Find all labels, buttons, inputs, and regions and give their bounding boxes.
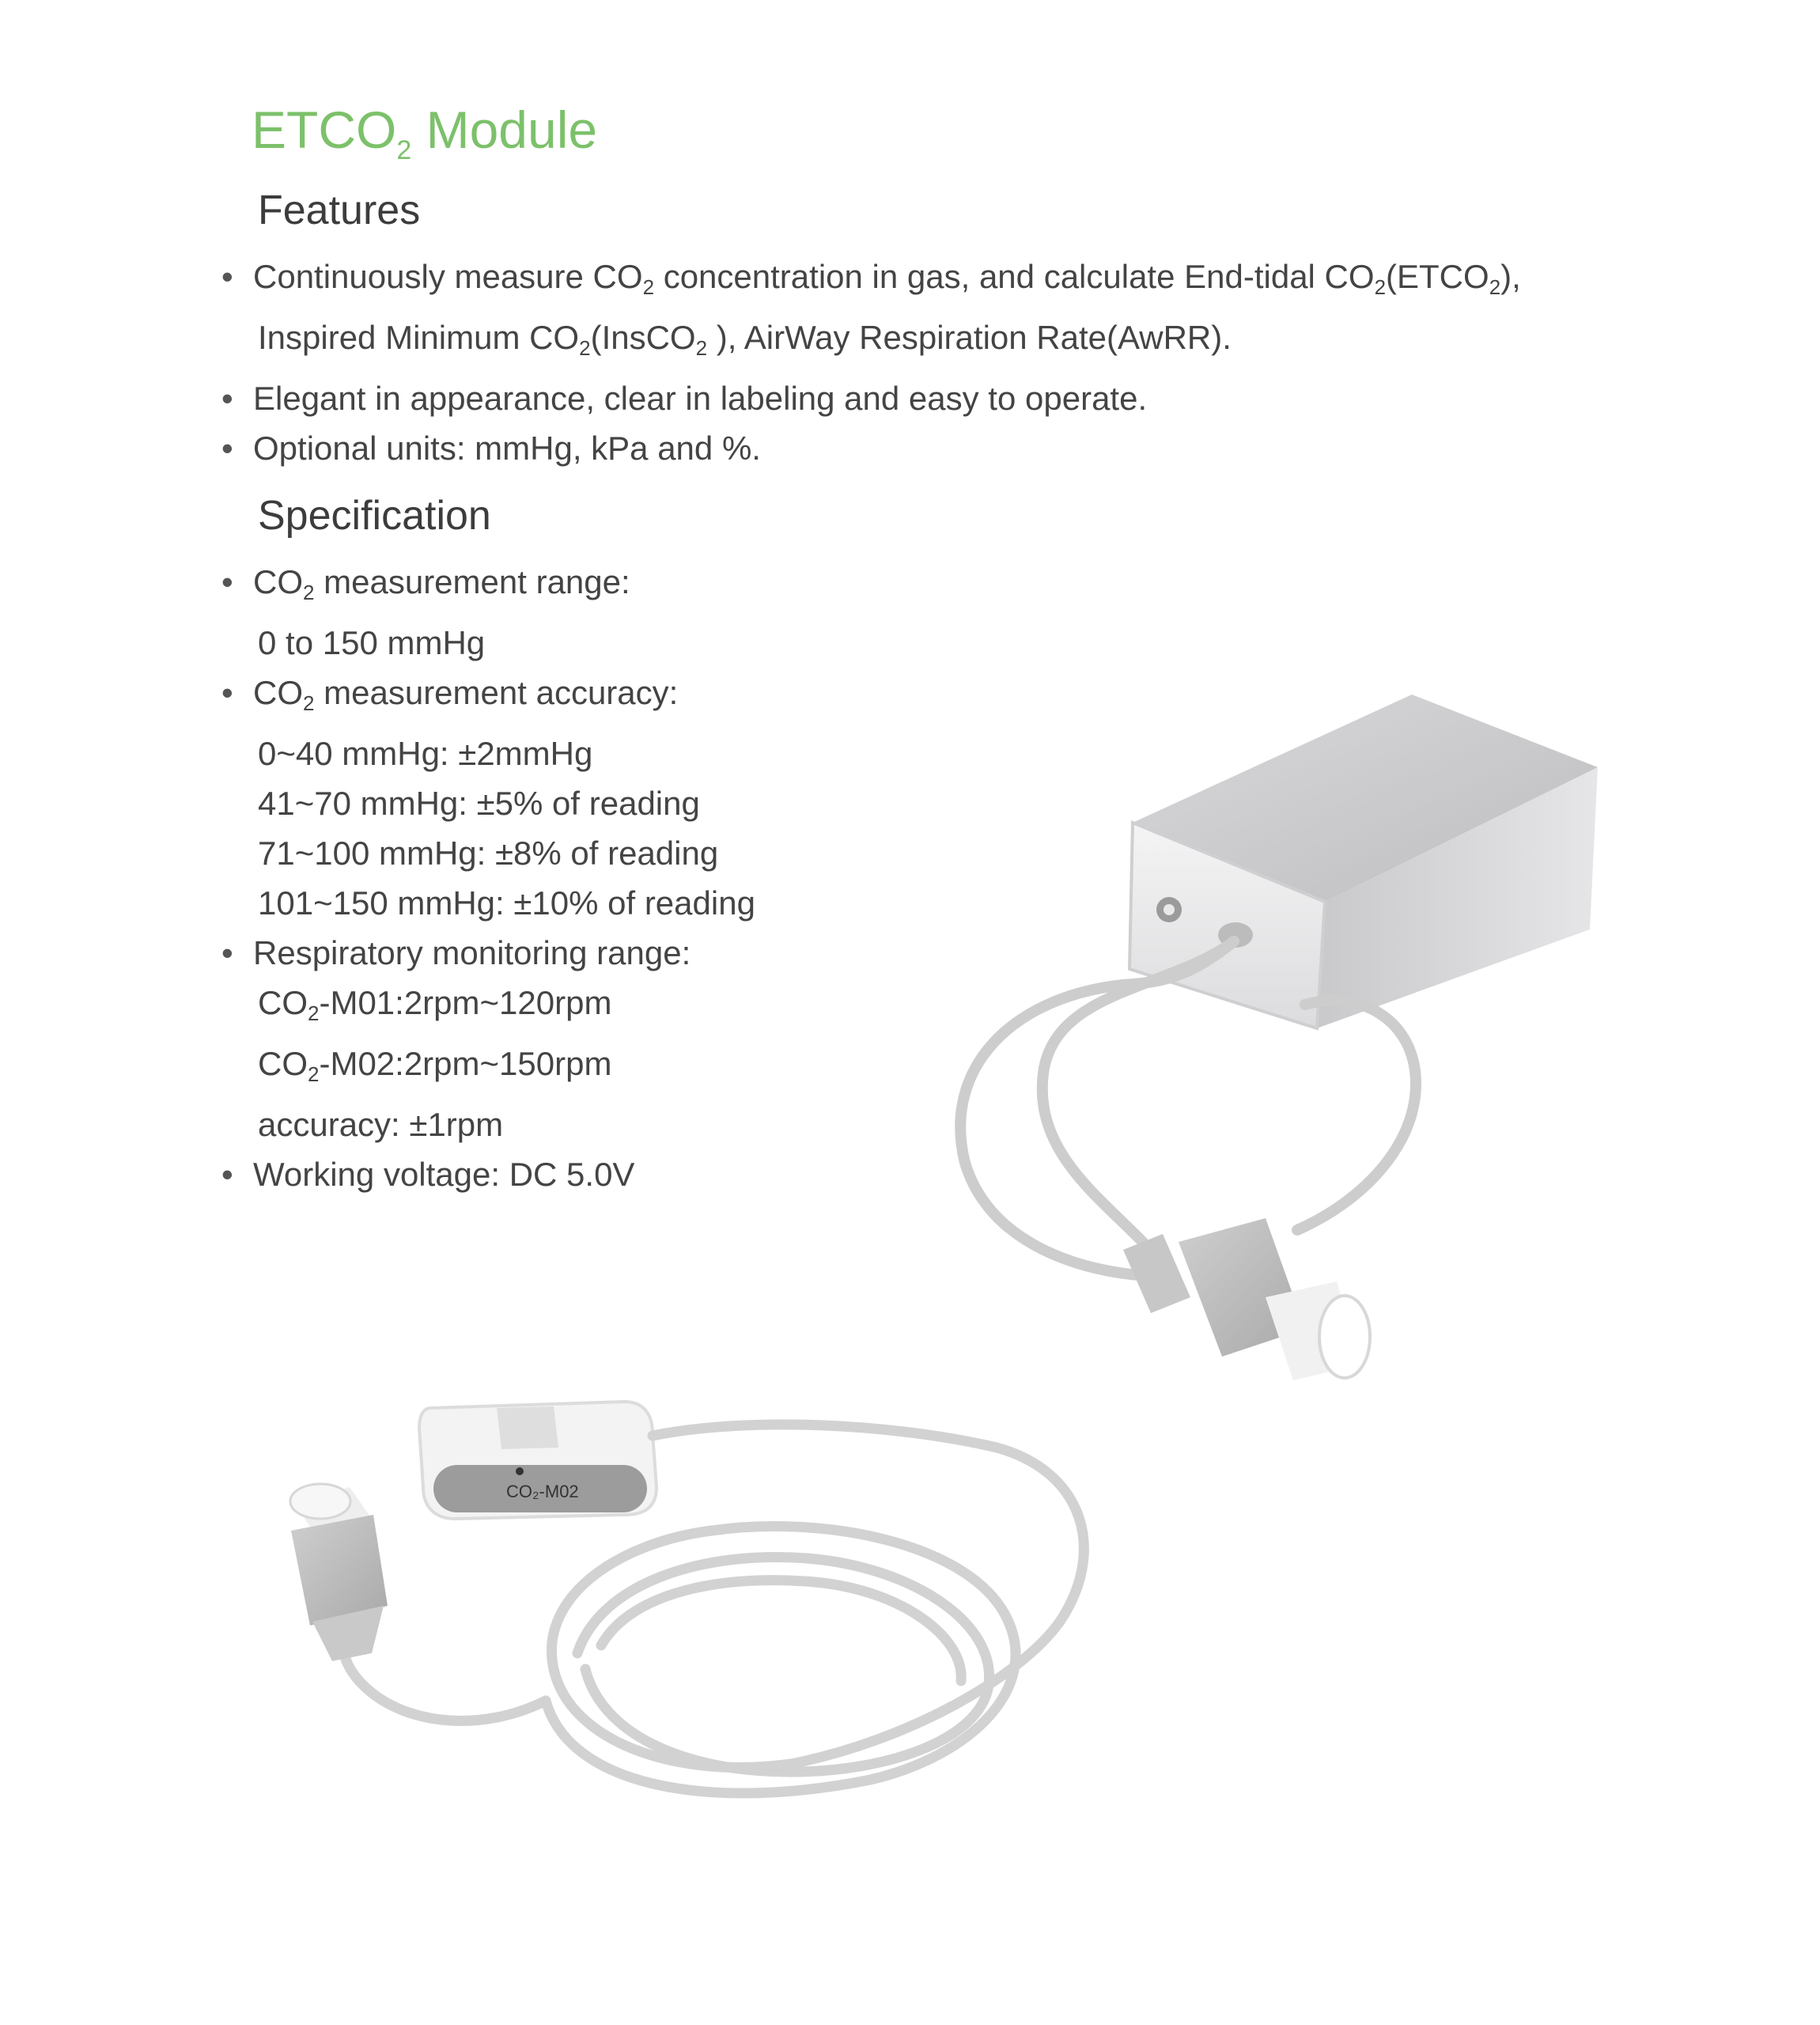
text-segment: measurement accuracy: — [314, 674, 679, 711]
subscript: 2 — [642, 275, 655, 299]
text-segment: Elegant in appearance, clear in labeling and easy to operate. — [253, 380, 1148, 417]
subscript: 2 — [308, 1062, 320, 1086]
text-segment: CO — [258, 1045, 308, 1082]
sensor-head — [419, 1402, 656, 1519]
text-segment: measurement range: — [314, 563, 630, 600]
text-segment: concentration in gas, and calculate End-tidal CO — [654, 258, 1375, 295]
text-segment: -M02:2rpm~150rpm — [319, 1045, 612, 1082]
text-segment: (InsCO — [590, 319, 696, 356]
text-segment: Inspired Minimum CO — [258, 319, 580, 356]
subscript: 2 — [1489, 275, 1501, 299]
subscript: 2 — [308, 1001, 320, 1025]
subscript: 2 — [303, 691, 315, 715]
page-title: $ETCO_2$ Module — [252, 100, 598, 165]
features-heading: Features — [258, 187, 421, 233]
text-segment: 0 to 150 mmHg — [258, 624, 486, 661]
subscript: 2 — [303, 581, 315, 604]
text-segment: Optional units: mmHg, kPa and %. — [253, 430, 761, 467]
subscript: 2 — [1374, 275, 1387, 299]
text-segment: CO — [253, 563, 303, 600]
specification-heading: Specification — [258, 493, 491, 539]
sensor-label: CO₂-M02 — [506, 1482, 579, 1501]
subscript: 2 — [695, 336, 708, 360]
text-segment: Working voltage: DC 5.0V — [253, 1156, 635, 1193]
text-segment: -M01:2rpm~120rpm — [319, 984, 612, 1021]
module-box — [1129, 695, 1598, 1028]
subscript: 2 — [579, 336, 591, 360]
text-segment: ), — [1500, 258, 1521, 295]
text-segment: 71~100 mmHg: ±8% of reading — [258, 835, 719, 872]
text-segment: 41~70 mmHg: ±5% of reading — [258, 785, 700, 822]
text-segment: Respiratory monitoring range: — [253, 934, 691, 971]
round-connector — [1123, 1218, 1370, 1380]
text-segment: accuracy: ±1rpm — [258, 1106, 504, 1143]
text-segment: ), AirWay Respiration Rate(AwRR). — [707, 319, 1232, 356]
text-segment: CO — [253, 674, 303, 711]
text-segment: 101~150 mmHg: ±10% of reading — [258, 884, 755, 922]
text-segment: CO — [258, 984, 308, 1021]
text-segment: (ETCO — [1386, 258, 1489, 295]
text-segment: Continuously measure CO — [253, 258, 643, 295]
sensor-plug — [290, 1484, 388, 1661]
text-segment: 0~40 mmHg: ±2mmHg — [258, 735, 593, 772]
